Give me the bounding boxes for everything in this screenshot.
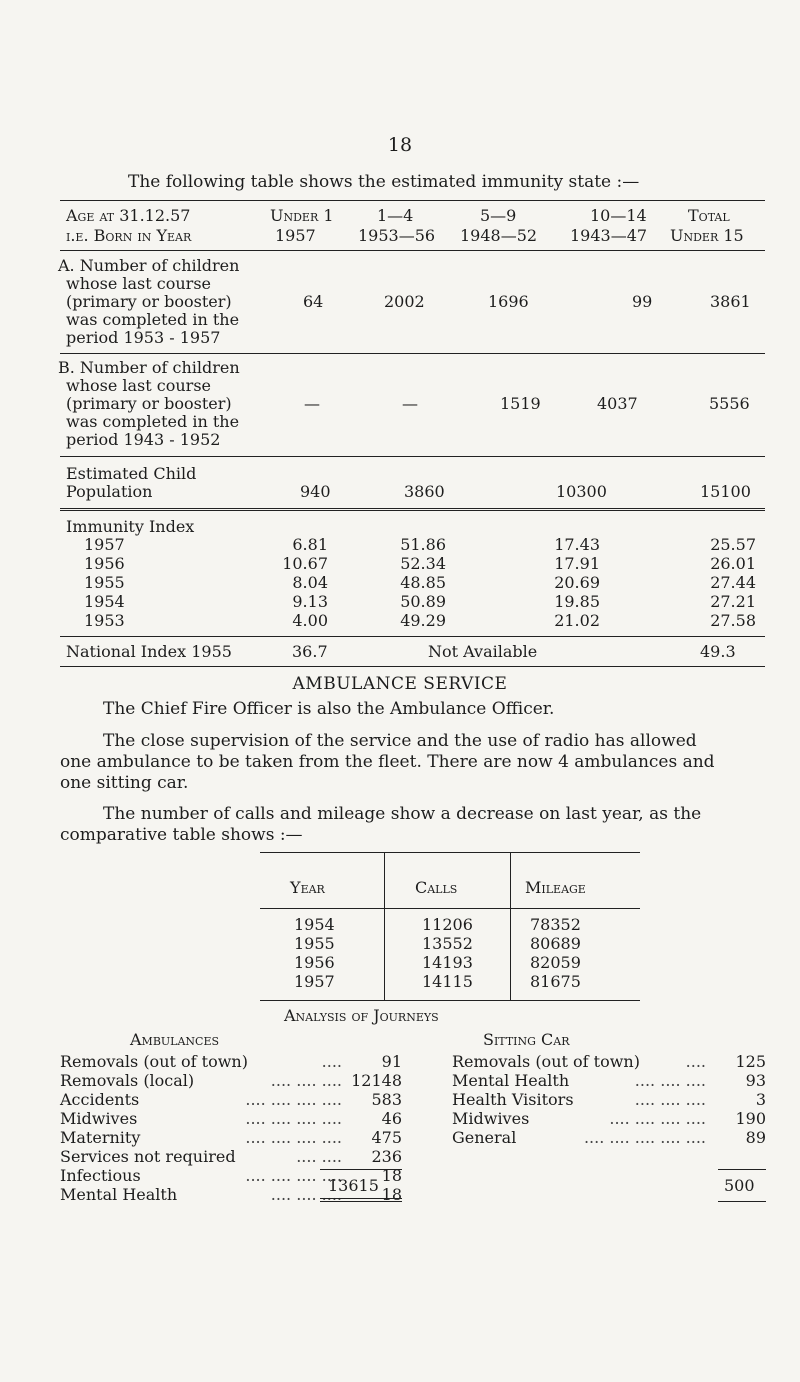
- journey-value: 12148: [351, 1071, 402, 1090]
- header-calls: Calls: [415, 878, 458, 897]
- calls-count: 11206: [422, 915, 473, 934]
- header-1953-56: 1953—56: [358, 226, 436, 245]
- index-total: 25.57: [710, 535, 756, 554]
- index-under1: 8.04: [292, 573, 328, 592]
- row-b-1-4: —: [402, 394, 418, 413]
- row-b-10-14: 4037: [597, 394, 638, 413]
- total-rule: [718, 1169, 766, 1170]
- header-1957: 1957: [275, 226, 316, 245]
- table-rule: [60, 353, 765, 354]
- row-a-label-4: was completed in the: [66, 310, 240, 329]
- index-total: 27.58: [710, 611, 756, 630]
- index-year: 1953: [84, 611, 125, 630]
- sitting-car-heading: Sitting Car: [483, 1030, 570, 1049]
- journey-dots: .... .... .... ....: [245, 1166, 342, 1185]
- sitting-total: 500: [724, 1176, 755, 1195]
- pop-total: 15100: [700, 482, 751, 501]
- intro-text: The following table shows the estimated immunity state :—: [128, 172, 640, 192]
- paragraph: one ambulance to be taken from the fleet. There are now 4 ambulances and: [60, 752, 715, 772]
- index-under1: 9.13: [292, 592, 328, 611]
- index-year: 1954: [84, 592, 125, 611]
- journey-dots: .... .... ....: [270, 1071, 342, 1090]
- header-born: i.e. Born in Year: [66, 226, 192, 245]
- index-10-14: 20.69: [554, 573, 600, 592]
- journey-value: 91: [381, 1052, 402, 1071]
- journey-dots: ....: [685, 1052, 706, 1071]
- index-under1: 4.00: [292, 611, 328, 630]
- header-age: Age at 31.12.57: [66, 206, 191, 225]
- journey-label: Infectious: [60, 1166, 141, 1185]
- journey-value: 125: [735, 1052, 766, 1071]
- total-rule: [320, 1198, 402, 1199]
- header-10-14: 10—14: [590, 206, 647, 225]
- row-b-label-1: B. Number of children: [58, 358, 240, 377]
- index-total: 26.01: [710, 554, 756, 573]
- calls-table: [260, 852, 640, 1024]
- page-number: 18: [387, 134, 413, 156]
- calls-mileage: 78352: [530, 915, 581, 934]
- row-b-label-3: (primary or booster): [66, 394, 232, 413]
- index-1-4: 50.89: [400, 592, 446, 611]
- national-under1: 36.7: [292, 642, 328, 661]
- table-rule: [60, 456, 765, 457]
- table-rule: [60, 508, 765, 511]
- journey-dots: .... .... .... ....: [245, 1090, 342, 1109]
- index-total: 27.44: [710, 573, 756, 592]
- header-total: Total: [688, 206, 730, 225]
- paragraph: The close supervision of the service and the use of radio has allowed: [103, 731, 697, 751]
- index-1-4: 51.86: [400, 535, 446, 554]
- national-not-available: Not Available: [428, 642, 538, 661]
- ambulances-heading: Ambulances: [130, 1030, 220, 1049]
- journey-dots: .... .... .... ....: [609, 1109, 706, 1128]
- header-under15: Under 15: [670, 226, 744, 245]
- index-under1: 6.81: [292, 535, 328, 554]
- journey-dots: .... .... ....: [634, 1090, 706, 1109]
- header-under1: Under 1: [270, 206, 334, 225]
- calls-count: 14115: [422, 972, 473, 991]
- table-rule: [260, 852, 640, 853]
- table-rule: [60, 636, 765, 637]
- paragraph: The Chief Fire Officer is also the Ambulance Officer.: [103, 699, 555, 719]
- header-1-4: 1—4: [377, 206, 414, 225]
- calls-year: 1955: [294, 934, 335, 953]
- journey-label: Removals (local): [60, 1071, 195, 1090]
- journey-dots: .... .... ....: [270, 1185, 342, 1204]
- journey-label: Midwives: [452, 1109, 530, 1128]
- journey-dots: .... .... ....: [634, 1071, 706, 1090]
- journeys-title: Analysis of Journeys: [284, 1006, 439, 1025]
- header-1943-47: 1943—47: [570, 226, 648, 245]
- column-divider: [384, 852, 385, 1000]
- table-rule: [60, 200, 765, 201]
- row-b-5-9: 1519: [500, 394, 541, 413]
- journey-value: 46: [381, 1109, 402, 1128]
- calls-count: 14193: [422, 953, 473, 972]
- ambulances-total: 13615: [328, 1176, 379, 1195]
- pop-label-2: Population: [66, 482, 153, 501]
- index-total: 27.21: [710, 592, 756, 611]
- calls-year: 1957: [294, 972, 335, 991]
- table-rule: [260, 1000, 640, 1001]
- journey-value: 18: [381, 1185, 402, 1204]
- journey-label: Removals (out of town): [60, 1052, 248, 1071]
- row-a-label-5: period 1953 - 1957: [66, 328, 221, 347]
- index-10-14: 17.91: [554, 554, 600, 573]
- immunity-table: [60, 200, 765, 700]
- index-year: 1957: [84, 535, 125, 554]
- pop-1-9: 3860: [404, 482, 445, 501]
- index-10-14: 21.02: [554, 611, 600, 630]
- journey-value: 18: [381, 1166, 402, 1185]
- journey-value: 583: [371, 1090, 402, 1109]
- paragraph: comparative table shows :—: [60, 825, 303, 845]
- index-title: Immunity Index: [66, 517, 195, 536]
- row-b-label-4: was completed in the: [66, 412, 240, 431]
- header-mileage: Mileage: [525, 878, 586, 897]
- journey-label: Mental Health: [60, 1185, 178, 1204]
- journey-label: Maternity: [60, 1128, 141, 1147]
- index-1-4: 52.34: [400, 554, 446, 573]
- table-rule: [60, 666, 765, 667]
- calls-year: 1956: [294, 953, 335, 972]
- journey-value: 475: [371, 1128, 402, 1147]
- journey-value: 3: [755, 1090, 766, 1109]
- index-10-14: 17.43: [554, 535, 600, 554]
- index-year: 1956: [84, 554, 125, 573]
- index-under1: 10.67: [282, 554, 328, 573]
- column-divider: [510, 852, 511, 1000]
- journey-value: 93: [745, 1071, 766, 1090]
- journey-dots: .... .... .... ....: [245, 1109, 342, 1128]
- calls-mileage: 81675: [530, 972, 581, 991]
- row-a-label-2: whose last course: [66, 274, 212, 293]
- pop-label-1: Estimated Child: [66, 464, 197, 483]
- journey-dots: ....: [321, 1052, 342, 1071]
- total-rule: [320, 1201, 402, 1202]
- total-rule: [718, 1201, 766, 1202]
- row-a-1-4: 2002: [384, 292, 425, 311]
- journey-label: Removals (out of town): [452, 1052, 640, 1071]
- journey-label: Accidents: [60, 1090, 140, 1109]
- row-b-label-5: period 1943 - 1952: [66, 430, 221, 449]
- national-label: National Index 1955: [66, 642, 232, 661]
- header-1948-52: 1948—52: [460, 226, 538, 245]
- journey-dots: .... .... .... ....: [245, 1128, 342, 1147]
- journey-dots: .... .... .... .... ....: [583, 1128, 706, 1147]
- row-a-5-9: 1696: [488, 292, 529, 311]
- header-year: Year: [290, 878, 325, 897]
- pop-under1: 940: [300, 482, 331, 501]
- journey-label: Health Visitors: [452, 1090, 574, 1109]
- row-b-total: 5556: [709, 394, 750, 413]
- row-b-label-2: whose last course: [66, 376, 212, 395]
- journey-label: Mental Health: [452, 1071, 570, 1090]
- journey-label: Midwives: [60, 1109, 138, 1128]
- journey-dots: .... ....: [296, 1147, 342, 1166]
- journey-label: General: [452, 1128, 517, 1147]
- index-1-4: 48.85: [400, 573, 446, 592]
- national-total: 49.3: [700, 642, 736, 661]
- calls-mileage: 82059: [530, 953, 581, 972]
- paragraph: The number of calls and mileage show a decrease on last year, as the: [103, 804, 702, 824]
- section-heading: AMBULANCE SERVICE: [292, 674, 508, 694]
- index-1-4: 49.29: [400, 611, 446, 630]
- row-a-label-3: (primary or booster): [66, 292, 232, 311]
- journey-value: 89: [745, 1128, 766, 1147]
- row-a-label-1: A. Number of children: [58, 256, 240, 275]
- calls-mileage: 80689: [530, 934, 581, 953]
- journey-value: 236: [371, 1147, 402, 1166]
- total-rule: [320, 1169, 402, 1170]
- row-a-total: 3861: [710, 292, 751, 311]
- row-b-under1: —: [304, 394, 320, 413]
- row-a-under1: 64: [303, 292, 324, 311]
- table-rule: [60, 250, 765, 251]
- table-rule: [260, 908, 640, 909]
- calls-year: 1954: [294, 915, 335, 934]
- paragraph: one sitting car.: [60, 773, 189, 793]
- pop-10-14: 10300: [556, 482, 607, 501]
- journey-value: 190: [735, 1109, 766, 1128]
- calls-count: 13552: [422, 934, 473, 953]
- index-year: 1955: [84, 573, 125, 592]
- journey-label: Services not required: [60, 1147, 236, 1166]
- header-5-9: 5—9: [480, 206, 517, 225]
- row-a-10-14: 99: [632, 292, 653, 311]
- index-10-14: 19.85: [554, 592, 600, 611]
